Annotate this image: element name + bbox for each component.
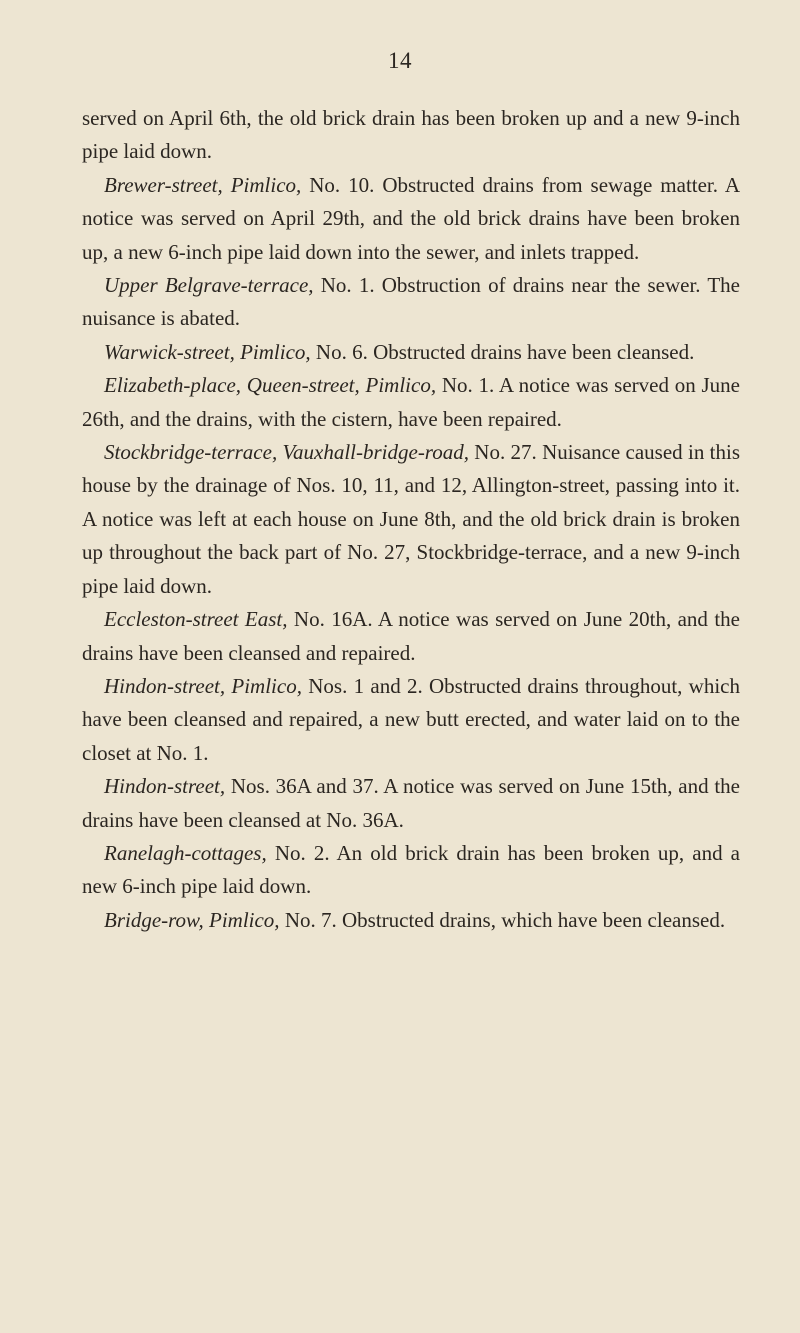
entry-paragraph: [82, 770, 740, 837]
entry-place: Upper Belgrave-terrace,: [104, 273, 314, 298]
entry-text: Nos. 1 and 2. Obstructed drains throughout, which have been cleansed and repaired, a new butt erected, and water laid on to the closet at No. 1.: [82, 673, 741, 765]
entry-paragraph: [82, 904, 740, 937]
entry-text: No. 7. Obstructed drains, which have been cleansed.: [279, 907, 726, 932]
entry-paragraph: [82, 269, 740, 336]
entry-place: Bridge-row, Pimlico,: [104, 907, 280, 932]
entry-paragraph: [82, 837, 740, 904]
entry-paragraph: [82, 603, 740, 670]
entry-paragraph: [82, 436, 740, 603]
body-text: [82, 102, 740, 937]
entry-text: Nos. 36A and 37. A notice was served on June 15th, and the drains have been cleansed at No. 36A.: [82, 774, 740, 832]
entry-text: No. 1. A notice was served on June 26th, and the drains, with the cistern, have been repaired.: [82, 373, 740, 431]
entry-place: Eccleston-street East,: [104, 607, 288, 632]
entry-text: No. 27. Nuisance caused in this house by the drainage of Nos. 10, 11, and 12, Allington-street, passing into it. A notice was left at each house on June 8th, and the old brick drain is broken up throughout the back part of No. 27, Stockbridge-terrace, and a new 9-inch pipe laid down.: [82, 440, 740, 598]
continuation-paragraph: served on April 6th, the old brick drain has been broken up and a new 9-inch pipe laid down.: [82, 106, 740, 164]
entry-place: Brewer-street, Pimlico,: [104, 172, 302, 197]
entry-place: Warwick-street, Pimlico,: [104, 339, 311, 364]
entry-place: Ranelagh-cottages,: [104, 840, 267, 865]
entry-place: Stockbridge-terrace, Vauxhall-bridge-road,: [104, 440, 469, 465]
entry-paragraph: [82, 169, 740, 269]
entry-text: No. 10. Obstructed drains from sewage matter. A notice was served on April 29th, and the old brick drains have been broken up, a new 6-inch pipe laid down into the sewer, and inlets trapped.: [82, 172, 740, 264]
entry-paragraph: [82, 369, 740, 436]
page-number: 14: [388, 48, 412, 73]
entry-text: No. 6. Obstructed drains have been cleansed.: [310, 339, 695, 364]
entry-place: Elizabeth-place, Queen-street, Pimlico,: [104, 373, 437, 398]
entry-text: No. 2. An old brick drain has been broken up, and a new 6-inch pipe laid down.: [82, 840, 740, 899]
entry-place: Hindon-street,: [104, 774, 226, 799]
entry-paragraph: [82, 670, 740, 770]
entry-text: No. 16A. A notice was served on June 20th, and the drains have been cleansed and repaired.: [82, 607, 740, 665]
entry-text: No. 1. Obstruction of drains near the sewer. The nuisance is abated.: [82, 273, 740, 331]
entry-paragraph: [82, 336, 740, 369]
entry-place: Hindon-street, Pimlico,: [104, 673, 302, 698]
